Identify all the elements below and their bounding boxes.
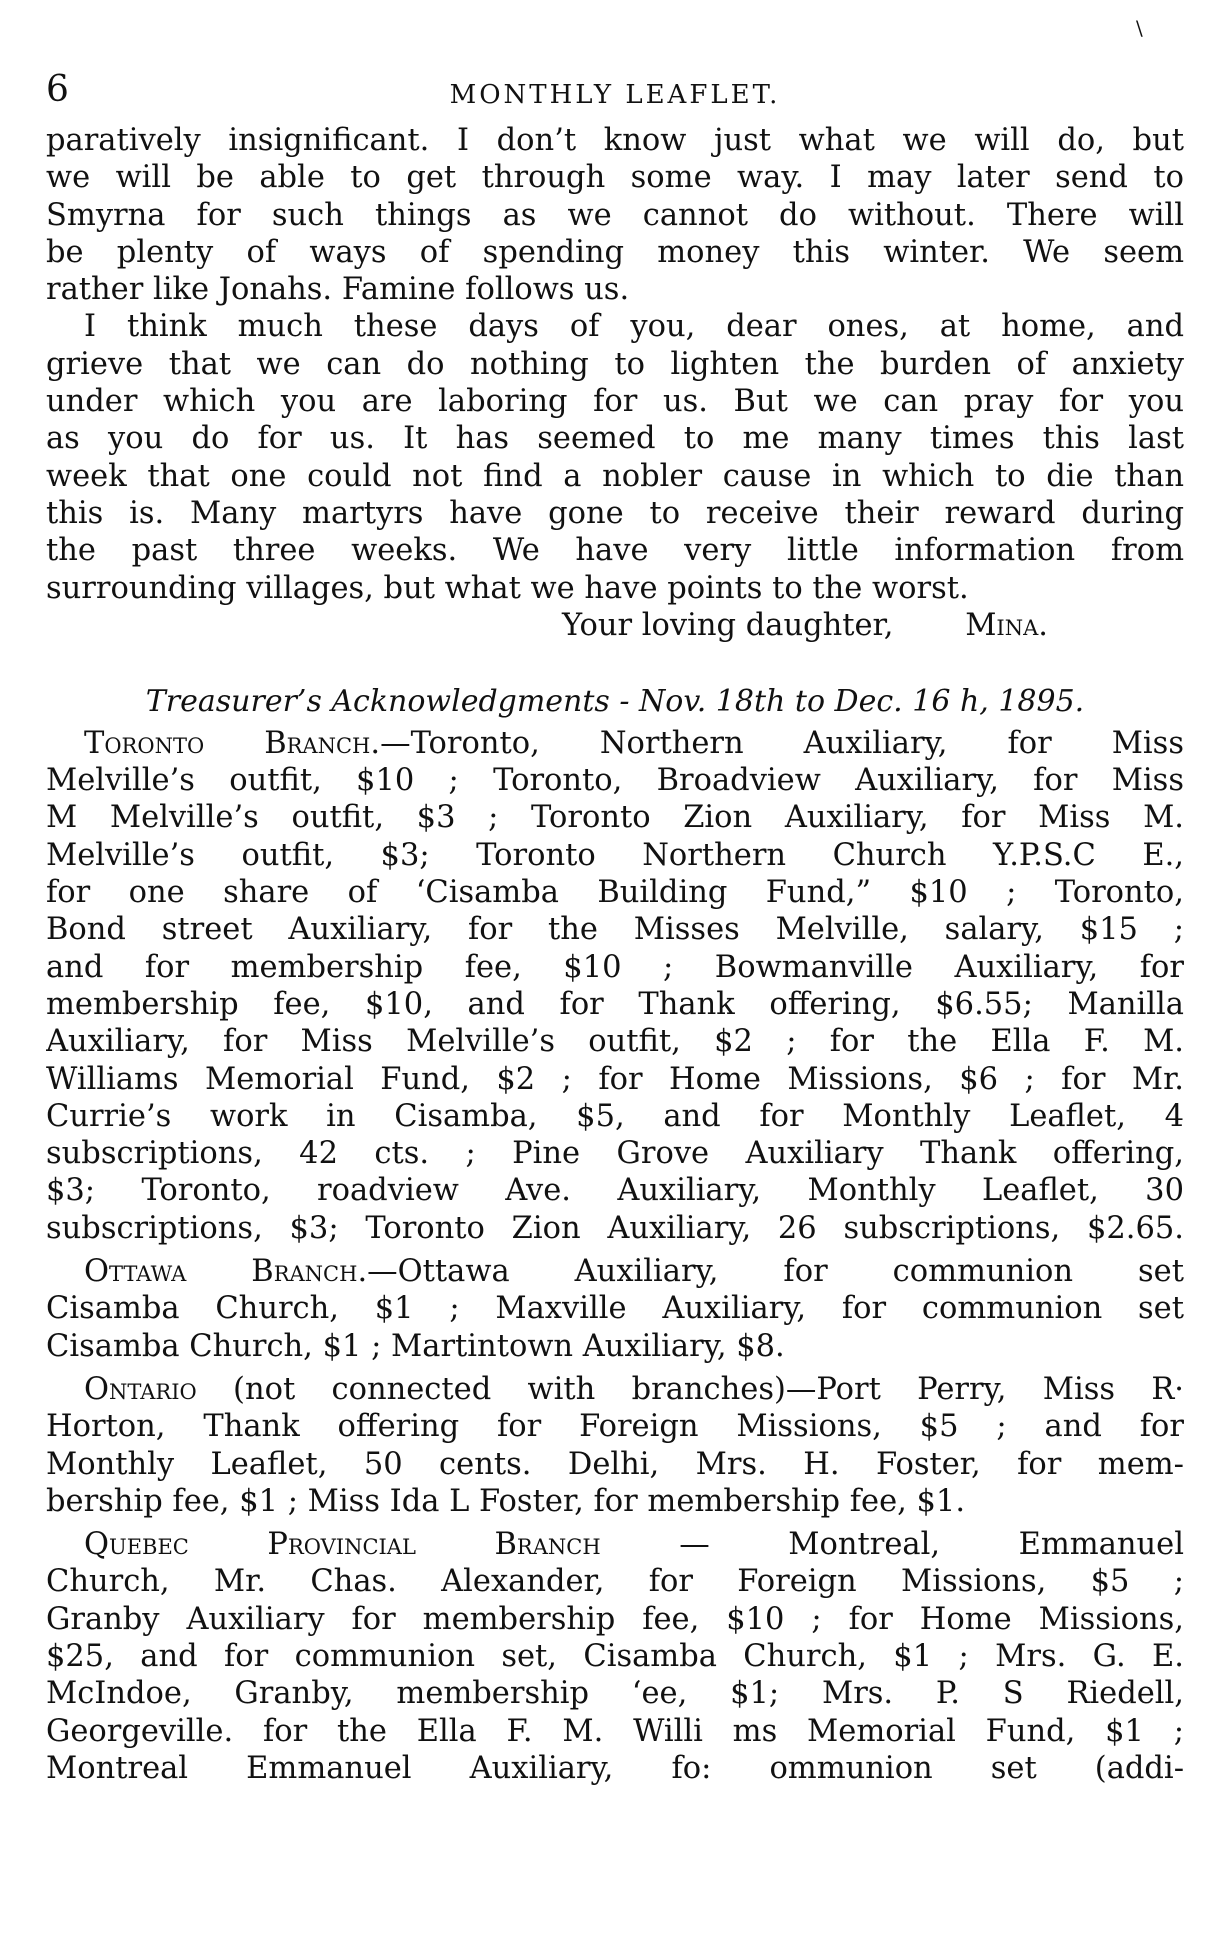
text-line: and for membership fee, $10 ; Bowmanville Auxiliary, for (46, 949, 1184, 985)
text-line: $3; Toronto, roadview Ave. Auxiliary, Monthly Leaflet, 30 (46, 1173, 1184, 1209)
text-line: be plenty of ways of spending money this winter. We seem (46, 234, 1184, 270)
text-line (46, 1253, 1184, 1290)
text-line: Monthly Leaflet, 50 cents. Delhi, Mrs. H. Foster, for mem- (46, 1446, 1184, 1482)
text-line: Melville’s outfit, $3; Toronto Northern Church Y.P.S.C E., (46, 837, 1184, 873)
running-head (46, 0, 1184, 122)
text-line: Smyrna for such things as we cannot do without. There will (46, 197, 1184, 233)
text-line: this is. Many martyrs have gone to receive their reward during (46, 495, 1184, 531)
quebec-branch-entry (46, 1526, 1184, 1787)
text-line: Horton, Thank offering for Foreign Missions, $5 ; and for (46, 1409, 1184, 1445)
text-line: subscriptions, 42 cts. ; Pine Grove Auxiliary Thank offering, (46, 1136, 1184, 1172)
ontario-entry (46, 1371, 1184, 1520)
text-line: Bond street Auxiliary, for the Misses Melville, salary, $15 ; (46, 912, 1184, 948)
branch-name: Quebec Provincial Branch (84, 1527, 601, 1563)
text-line: Auxiliary, for Miss Melville’s outfit, $2 ; for the Ella F. M. (46, 1024, 1184, 1060)
text-line: under which you are laboring for us. But we can pray for you (46, 384, 1184, 420)
branch-name: Toronto Branch. (84, 725, 381, 761)
branch-name: Ottawa Branch. (84, 1254, 368, 1290)
text-line: surrounding villages, but what we have points to the worst. (46, 570, 969, 606)
line-text: —Toronto, Northern Auxiliary, for Miss (380, 725, 1184, 761)
header-title: MONTHLY LEAFLET. (449, 80, 781, 110)
toronto-branch-entry (46, 725, 1184, 1247)
text-line: McIndoe, Granby, membership ‘ee, $1; Mrs. P. S Riedell, (46, 1676, 1184, 1712)
text-line (46, 725, 1184, 762)
text-line: $25, and for communion set, Cisamba Church, $1 ; Mrs. G. E. (46, 1638, 1184, 1674)
text-line: Georgeville. for the Ella F. M. Willi ms Memorial Fund, $1 ; (46, 1713, 1184, 1749)
letter-paragraph-2 (46, 308, 1184, 606)
text-line (46, 1371, 1184, 1408)
text-line: M Melville’s outfit, $3 ; Toronto Zion Auxiliary, for Miss M. (46, 800, 1184, 836)
signature-name: Mina. (965, 607, 1048, 643)
stray-mark: \ (1136, 16, 1143, 40)
text-line: week that one could not find a nobler cause in which to die than (46, 458, 1184, 494)
letter-body (46, 122, 1184, 645)
text-line (46, 1526, 1184, 1563)
text-line: for one share of ‘Cisamba Building Fund,” $10 ; Toronto, (46, 875, 1184, 911)
line-text: (not connected with branches)—Port Perry, Miss R· (196, 1371, 1184, 1407)
line-text: —Ottawa Auxiliary, for communion set (367, 1254, 1184, 1290)
text-line: paratively insignificant. I don’t know just what we will do, but (46, 123, 1184, 158)
ottawa-branch-entry (46, 1253, 1184, 1365)
text-line: the past three weeks. We have very little information from (46, 533, 1184, 569)
text-line: Church, Mr. Chas. Alexander, for Foreign Missions, $5 ; (46, 1564, 1184, 1600)
line-text: — Montreal, Emmanuel (600, 1527, 1184, 1563)
text-line: Cisamba Church, $1 ; Maxville Auxiliary, for communion set (46, 1291, 1184, 1327)
letter-signature (46, 607, 1184, 645)
text-line: rather like Jonahs. Famine follows us. (46, 272, 630, 308)
text-line: I think much these days of you, dear ones, at home, and (84, 309, 1184, 345)
text-line: as you do for us. It has seemed to me many times this last (46, 421, 1184, 457)
letter-closing: Your loving daughter, (562, 607, 894, 643)
text-line: Currie’s work in Cisamba, $5, and for Monthly Leaflet, 4 (46, 1098, 1184, 1134)
text-line: Melville’s outfit, $10 ; Toronto, Broadview Auxiliary, for Miss (46, 763, 1184, 799)
letter-paragraph-1 (46, 122, 1184, 308)
leaflet-page (46, 0, 1184, 1957)
text-line: Williams Memorial Fund, $2 ; for Home Missions, $6 ; for Mr. (46, 1061, 1184, 1097)
text-line: bership fee, $1 ; Miss Ida L Foster, for membership fee, $1. (46, 1483, 966, 1519)
text-line: grieve that we can do nothing to lighten the burden of anxiety (46, 346, 1184, 382)
text-line: membership fee, $10, and for Thank offering, $6.55; Manilla (46, 986, 1184, 1022)
acknowledgments-heading: Treasurer’s Acknowledgments - Nov. 18th to Dec. 16 h, 1895. (145, 683, 1085, 719)
page-number: 6 (46, 69, 69, 110)
text-line: we will be able to get through some way. I may later send to (46, 160, 1184, 196)
text-line: Montreal Emmanuel Auxiliary, fo: ommunion set (addi- (46, 1750, 1184, 1786)
branch-name: Ontario (84, 1371, 197, 1407)
text-line: subscriptions, $3; Toronto Zion Auxiliary, 26 subscriptions, $2.65. (46, 1210, 1184, 1246)
text-line: Granby Auxiliary for membership fee, $10 ; for Home Missions, (46, 1601, 1184, 1637)
text-line: Cisamba Church, $1 ; Martintown Auxiliary, $8. (46, 1328, 785, 1364)
